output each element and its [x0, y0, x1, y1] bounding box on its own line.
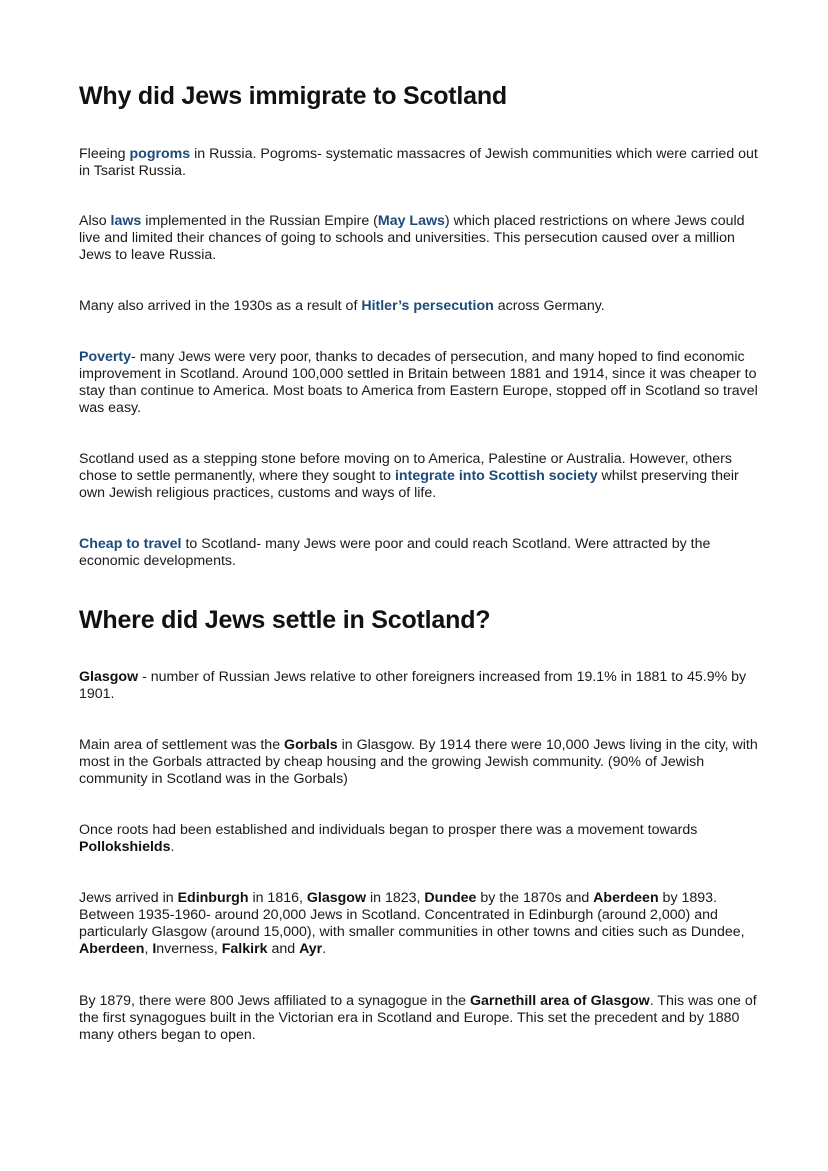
paragraph-pogroms: Fleeing pogroms in Russia. Pogroms- systematic massacres of Jewish communities which were carried out in Tsarist Russia. [79, 146, 758, 179]
paragraph-gorbals: Main area of settlement was the Gorbals in Glasgow. By 1914 there were 10,000 Jews living in the city, with most in the Gorbals attracted by cheap housing and the growing Jewish community. (90% of Jewish community in Scotland was in the Gorbals) [79, 737, 758, 787]
paragraph-pollokshields: Once roots had been established and individuals began to prosper there was a movement towards Pollokshields. [79, 822, 698, 855]
highlight-may-laws: May Laws [377, 213, 445, 229]
paragraph-glasgow: Glasgow - number of Russian Jews relative to other foreigners increased from 19.1% in 1881 to 45.9% by 1901. [79, 669, 747, 702]
highlight-hitler-persecution: Hitler’s persecution [361, 298, 494, 314]
paragraph-hitler-persecution: Many also arrived in the 1930s as a result of Hitler’s persecution across Germany. [79, 298, 605, 314]
paragraph-arrival-dates: Jews arrived in Edinburgh in 1816, Glasgow in 1823, Dundee by the 1870s and Aberdeen by 1893. Between 1935-1960- around 20,000 Jews in Scotland. Concentrated in Edinburgh (around 2,000) and particularly Glasgow (around 15,000), with smaller communities in other towns and cities such as Dundee, Aberdeen, Inverness, Falkirk and Ayr. [79, 890, 745, 957]
highlight-integrate: integrate into Scottish society [394, 468, 598, 484]
highlight-laws: laws [110, 213, 142, 229]
section-heading-where-settle: Where did Jews settle in Scotland? [79, 606, 491, 634]
paragraph-stepping-stone: Scotland used as a stepping stone before moving on to America, Palestine or Australia. However, others chose to settle permanently, where they sought to integrate into Scottish society whilst preserving their own Jewish religious practices, customs and ways of life. [79, 451, 739, 501]
paragraph-garnethill: By 1879, there were 800 Jews affiliated to a synagogue in the Garnethill area of Glasgow. This was one of the first synagogues built in the Victorian era in Scotland and Europe. This set the precedent and by 1880 many others began to open. [79, 993, 757, 1043]
highlight-poverty: Poverty [79, 349, 132, 365]
section-heading-why-immigrate: Why did Jews immigrate to Scotland [79, 82, 507, 110]
paragraph-cheap-travel: Cheap to travel to Scotland- many Jews were poor and could reach Scotland. Were attracted by the economic developments. [79, 536, 711, 569]
paragraph-poverty: Poverty- many Jews were very poor, thanks to decades of persecution, and many hoped to find economic improvement in Scotland. Around 100,000 settled in Britain between 1881 and 1914, since it was cheaper to stay than continue to America. Most boats to America from Eastern Europe, stopped off in Scotland so travel was easy. [79, 349, 758, 416]
highlight-pogroms: pogroms [129, 146, 191, 162]
highlight-cheap-to-travel: Cheap to travel [79, 536, 182, 552]
paragraph-may-laws: Also laws implemented in the Russian Empire (May Laws) which placed restrictions on where Jews could live and limited their chances of going to schools and universities. This persecution caused over a million Jews to leave Russia. [79, 213, 745, 263]
